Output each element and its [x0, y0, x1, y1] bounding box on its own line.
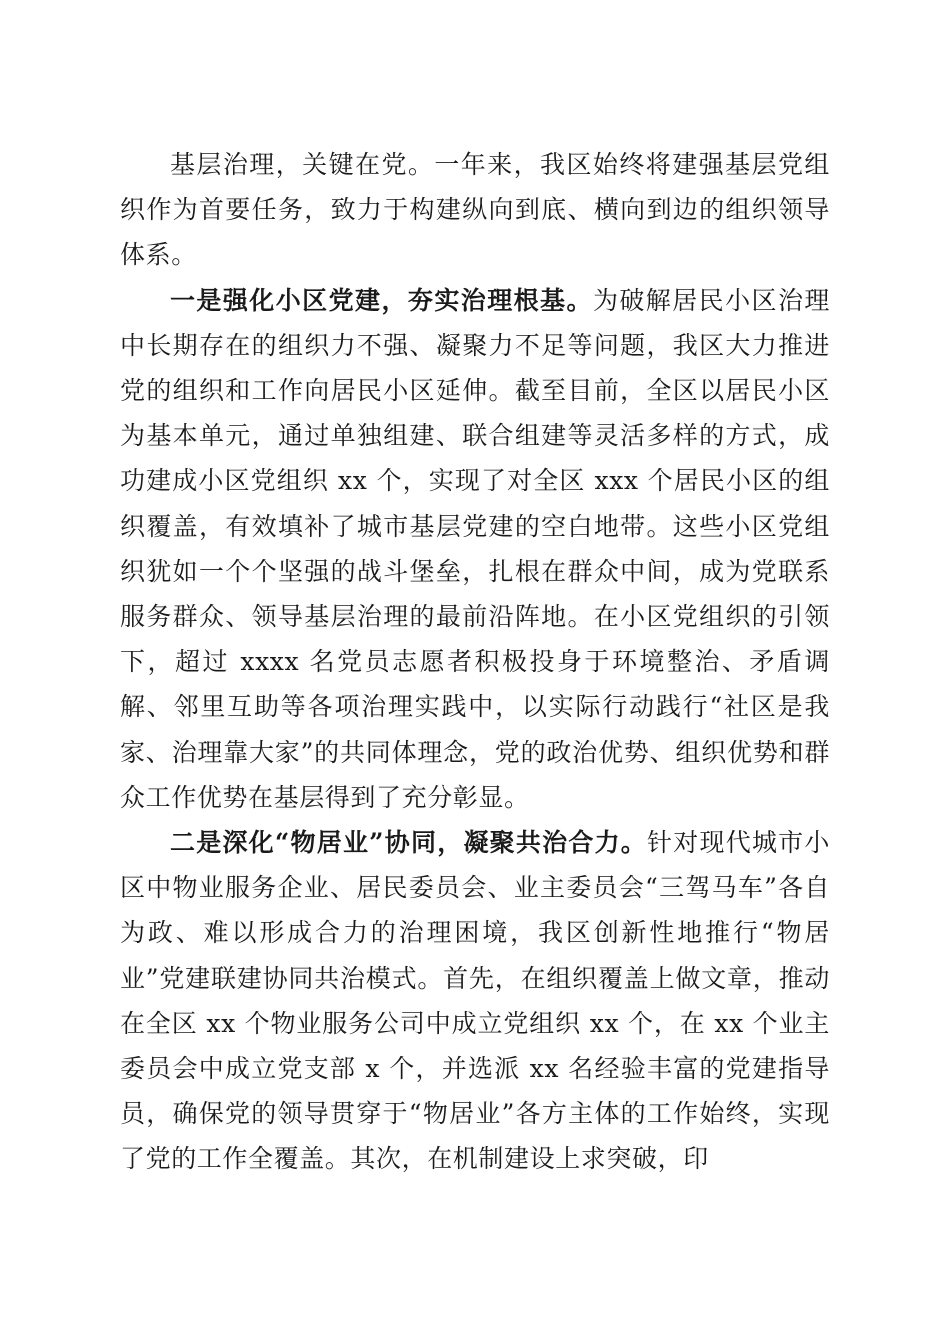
paragraph-community-party-building [120, 278, 830, 820]
paragraph-heading-community-party-building: 一是强化小区党建，夯实治理根基。 [170, 285, 593, 315]
paragraph-property-residents-owners [120, 820, 830, 1182]
paragraph-intro [120, 142, 830, 278]
paragraph-body-community-party-building: 为破解居民小区治理中长期存在的组织力不强、凝聚力不足等问题，我区大力推进党的组织和工作向居民小区延伸。截至目前，全区以居民小区为基本单元，通过单独组建、联合组建等灵活多样的方式，成功建成小区党组织 xx 个，实现了对全区 xxx 个居民小区的组织覆盖，有效填补了城市基层党建的空白地带。这些小区党组织犹如一个个坚强的战斗堡垒，扎根在群众中间，成为党联系服务群众、领导基层治理的最前沿阵地。在小区党组织的引领下，超过 xxxx 名党员志愿者积极投身于环境整治、矛盾调解、邻里互助等各项治理实践中，以实际行动践行“社区是我家、治理靠大家”的共同体理念，党的政治优势、组织优势和群众工作优势在基层得到了充分彰显。 [120, 285, 830, 812]
paragraph-intro-text: 基层治理，关键在党。一年来，我区始终将建强基层党组织作为首要任务，致力于构建纵向到底、横向到边的组织领导体系。 [120, 150, 830, 270]
paragraph-heading-property-residents-owners: 二是深化“物居业”协同，凝聚共治合力。 [170, 828, 648, 858]
paragraph-body-property-residents-owners: 针对现代城市小区中物业服务企业、居民委员会、业主委员会“三驾马车”各自为政、难以形成合力的治理困境，我区创新性地推行“物居业”党建联建协同共治模式。首先，在组织覆盖上做文章，推动在全区 xx 个物业服务公司中成立党组织 xx 个，在 xx 个业主委员会中成立党支部 x 个，并选派 xx 名经验丰富的党建指导员，确保党的领导贯穿于“物居业”各方主体的工作始终，实现了党的工作全覆盖。其次，在机制建设上求突破，印 [120, 828, 830, 1174]
document-body [120, 142, 830, 1182]
